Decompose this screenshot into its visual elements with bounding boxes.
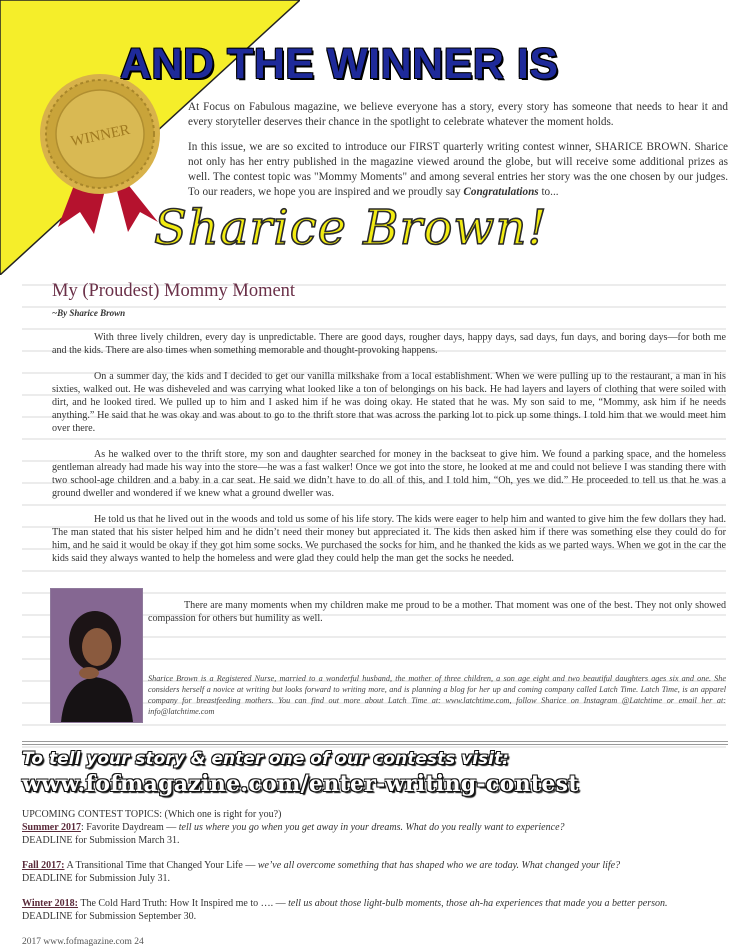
topics-header: UPCOMING CONTEST TOPICS: (Which one is right for you?)	[22, 809, 282, 820]
story-final-paragraph: There are many moments when my children make me proud to be a mother. That moment was one of the best. They not only showed compassion for others but humility as well.	[148, 600, 726, 624]
story-paragraph: On a summer day, the kids and I decided to get our vanilla milkshake from a local establishment. When we were pulling up to the restaurant, a man in his sixties, walked out. He was disheveled and was carrying what looked like a ton of belongings on his back. He had layers and layers of clothing that were soiled with dirt, and he looked tired. We pulled up to him and I asked him if he was doing okay. He stated that he was. My son said to me, “Mommy, ask him if he needs anything.” He said that he was okay and was about to go to the thrift store that was across the parking lot to pick up some things. I told him that we would meet him over there.	[52, 371, 726, 434]
winner-name-heading: Sharice Brown!	[154, 200, 548, 256]
contest-url-link[interactable]: www.fofmagazine.com/enter-writing-contest	[22, 771, 579, 797]
headline: AND THE WINNER IS	[120, 40, 559, 88]
topic-deadline: DEADLINE for Submission July 31.	[22, 873, 171, 884]
congratulations-text: Congratulations	[463, 186, 539, 198]
divider	[22, 744, 728, 745]
topic-item: Fall 2017: A Transitional Time that Changed Your Life — we’ve all overcome something that has shaped who we are today. What changed your life?	[22, 860, 621, 871]
page-footer: 2017 www.fofmagazine.com 24	[22, 937, 144, 947]
story-paragraph: As he walked over to the thrift store, my son and daughter searched for money in the backseat to give him. We found a parking space, and the homeless gentleman already had made his way into the store—he was a fast walker! Once we got into the store, he looked at me and could not believe I was standing there with two school-age children and a baby in a car seat. He said we didn’t have to do all of this, and I told him, “Oh, yes we did.” He proceeded to tell us that he was a ground dweller and wondered if we knew what a ground dweller was.	[52, 449, 726, 499]
intro-paragraph: In this issue, we are so excited to introduce our FIRST quarterly writing contest winner, SHARICE BROWN. Sharice not only has her entry published in the magazine viewed around the globe, but will receive some additional prizes as well. The contest topic was "Mommy Moments" and among several entries her story was the one chosen by our judges. To our readers, we hope you are inspired and we proudly say Congratulations to...	[188, 141, 728, 198]
story-byline: ~By Sharice Brown	[52, 308, 126, 318]
topic-item: Winter 2018: The Cold Hard Truth: How It Inspired me to …. — tell us about those light-bulb moments, those ah-ha experiences that made you a better person.	[22, 898, 668, 909]
topic-deadline: DEADLINE for Submission September 30.	[22, 911, 197, 922]
intro-text	[188, 100, 728, 210]
story-paragraph: He told us that he lived out in the woods and told us some of his life story. The kids were eager to help him and wanted to give him the few dollars they had. The man stated that his sister helped him and he didn’t need their money but appreciated it. The kids then asked him if there was something else they could do for him, and he said it would be okay if they got him some socks. We purchased the socks for him, and he thanked the kids as we parted ways. When we got in the car the kids said they always wanted to help the homeless and were glad they could help the man get the socks he needed.	[52, 514, 726, 564]
intro-paragraph: At Focus on Fabulous magazine, we believe everyone has a story, every story has someone that needs to hear it and every storyteller deserves their chance in the spotlight to celebrate whatever the moment holds.	[188, 101, 728, 128]
story-body	[52, 331, 726, 578]
author-bio: Sharice Brown is a Registered Nurse, married to a wonderful husband, the mother of three children, a son age eight and two beautiful daughters ages six and one. She considers herself a novice at writing but looks forward to writing more, and is planning a blog for her up and coming company called Latch Time. Latch Time, is an apparel company for breastfeeding mothers. You can find out more about Latch Time at: www.latchtime.com, follow Sharice on Instagram @Latchtime or email her at: info@latchtime.com	[148, 674, 726, 716]
divider	[22, 741, 728, 742]
topic-item: Summer 2017: Favorite Daydream — tell us where you go when you get away in your dreams. What do you really want to experience?	[22, 822, 565, 833]
svg-text:WINNER: WINNER	[69, 121, 132, 151]
topic-deadline: DEADLINE for Submission March 31.	[22, 835, 180, 846]
upcoming-topics	[22, 808, 734, 923]
author-photo	[50, 588, 143, 723]
story-title: My (Proudest) Mommy Moment	[52, 281, 296, 301]
contest-promo-text: To tell your story & enter one of our contests visit:	[22, 749, 509, 769]
story-paragraph: With three lively children, every day is unpredictable. There are good days, rougher days, happy days, sad days, fun days, and boring days—for both me and the kids. There are also times when something memorable and thought-provoking happens.	[52, 332, 726, 356]
